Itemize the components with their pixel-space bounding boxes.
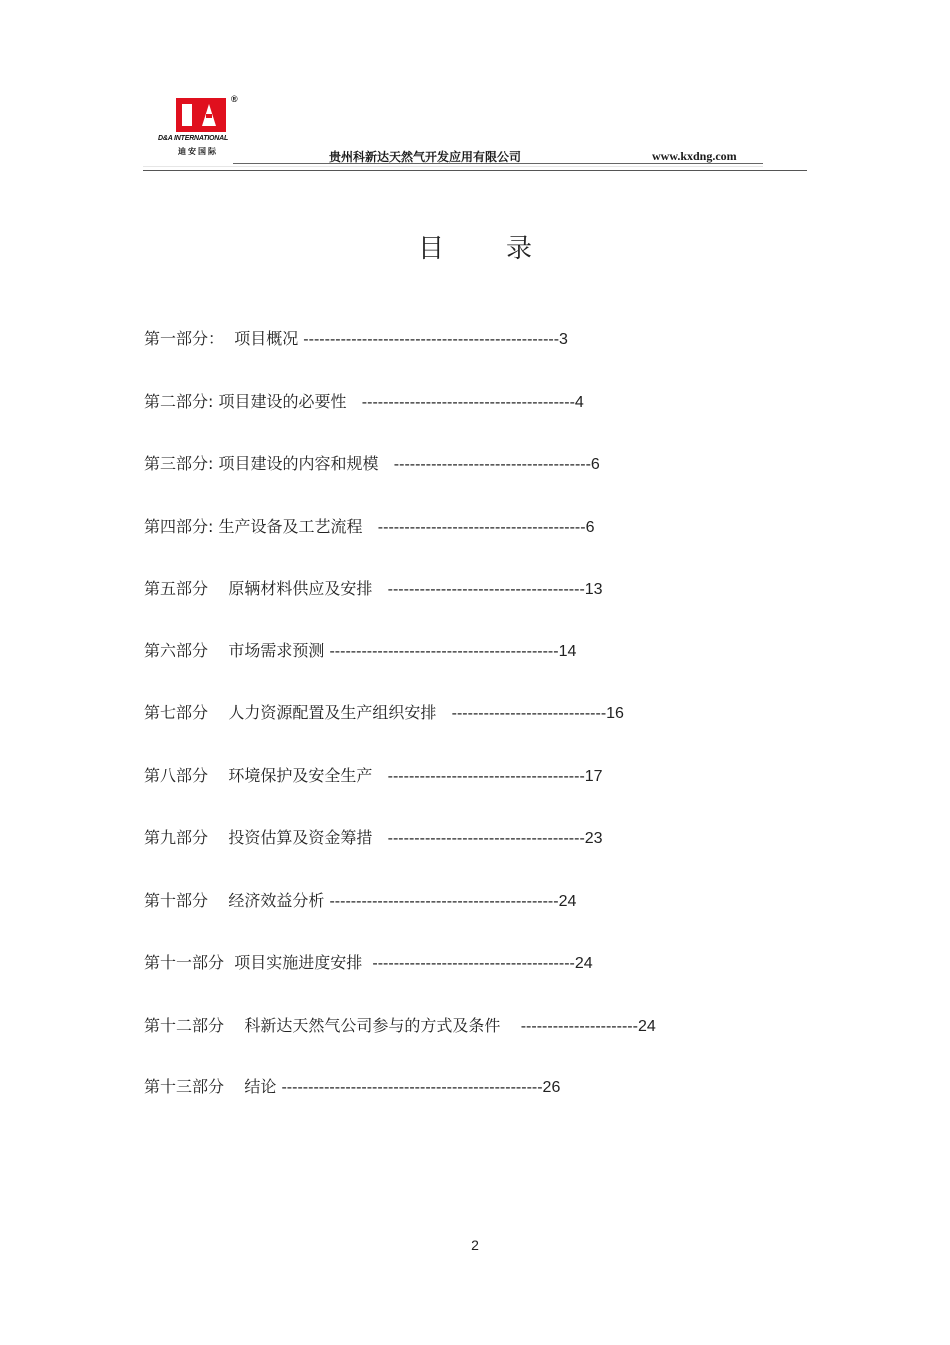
toc-leader-page: -------------------------------------------14: [329, 643, 577, 660]
toc-entry-title: 环境保护及安全生产: [228, 766, 373, 785]
toc-part-label: 第六部分: [144, 641, 209, 660]
toc-leader-page: -------------------------------------------------26: [281, 1079, 561, 1096]
toc-part-label: 第十三部分: [144, 1077, 225, 1096]
toc-leader-page: -------------------------------------13: [387, 581, 603, 598]
toc-part-label: 第九部分: [144, 828, 209, 847]
toc-entry-title: 项目实施进度安排: [234, 953, 363, 972]
toc-leader-page: ---------------------------------------6: [377, 519, 595, 536]
toc-part-label: 第八部分: [144, 766, 209, 785]
toc-entry-10[interactable]: [144, 891, 576, 912]
toc-leader-page: --------------------------------------24: [372, 955, 593, 972]
toc-title: [0, 228, 950, 265]
logo-english-name: D&A INTERNATIONAL: [158, 135, 229, 142]
toc-entry-title: 项目概况: [234, 329, 299, 348]
logo-chinese-name: 迪安国际: [178, 147, 218, 156]
toc-entry-13[interactable]: [144, 1077, 560, 1098]
toc-entry-title: 项目建设的必要性: [218, 392, 347, 411]
svg-text:®: ®: [231, 94, 238, 104]
toc-part-label: 第二部分:: [144, 392, 214, 411]
toc-leader-page: -------------------------------------6: [393, 456, 600, 473]
toc-entry-5[interactable]: [144, 579, 603, 600]
toc-part-label: 第一部分：: [144, 329, 225, 348]
toc-leader-page: ----------------------------------------4: [361, 394, 584, 411]
toc-part-label: 第十一部分: [144, 953, 225, 972]
toc-title-char-2: 录: [506, 234, 533, 264]
toc-entry-title: 市场需求预测: [228, 641, 325, 660]
toc-entry-title: 科新达天然气公司参与的方式及条件: [244, 1016, 501, 1035]
toc-part-label: 第七部分: [144, 703, 209, 722]
toc-title-char-1: 目: [417, 234, 444, 264]
toc-entry-4[interactable]: [144, 517, 594, 538]
toc-entry-title: 经济效益分析: [228, 891, 325, 910]
page-header: [143, 88, 763, 167]
toc-part-label: 第十部分: [144, 891, 209, 910]
toc-entry-title: 生产设备及工艺流程: [218, 517, 363, 536]
toc-entry-11[interactable]: [144, 953, 593, 974]
toc-entry-12[interactable]: [144, 1016, 656, 1037]
toc-leader-page: -----------------------------16: [451, 705, 624, 722]
company-name: 贵州科新达天然气开发应用有限公司: [329, 150, 522, 164]
toc-entry-title: 投资估算及资金筹措: [228, 828, 373, 847]
da-logo-mark-icon: [158, 90, 250, 136]
toc-leader-page: -------------------------------------17: [387, 768, 603, 785]
website-link[interactable]: www.kxdng.com: [652, 149, 737, 163]
toc-entry-3[interactable]: [144, 454, 600, 475]
toc-part-label: 第三部分:: [144, 454, 214, 473]
toc-entry-1[interactable]: [144, 329, 568, 350]
toc-leader-page: ------------------------------------------------3: [303, 331, 568, 348]
toc-entry-title: 结论: [244, 1077, 277, 1096]
header-divider: [143, 170, 807, 171]
toc-entry-title: 原辆材料供应及安排: [228, 579, 373, 598]
toc-leader-page: ----------------------24: [520, 1018, 656, 1035]
toc-leader-page: -------------------------------------------24: [329, 893, 577, 910]
toc-part-label: 第五部分: [144, 579, 209, 598]
toc-entry-title: 人力资源配置及生产组织安排: [228, 703, 437, 722]
toc-entry-9[interactable]: [144, 828, 603, 849]
toc-entry-7[interactable]: [144, 703, 624, 724]
toc-part-label: 第十二部分: [144, 1016, 225, 1035]
toc-entry-2[interactable]: [144, 392, 584, 413]
toc-entry-title: 项目建设的内容和规模: [218, 454, 379, 473]
toc-part-label: 第四部分:: [144, 517, 214, 536]
toc-leader-page: -------------------------------------23: [387, 830, 603, 847]
toc-entry-6[interactable]: [144, 641, 576, 662]
header-underline: [233, 163, 763, 164]
toc-entry-8[interactable]: [144, 766, 603, 787]
page-number: 2: [471, 1237, 479, 1253]
da-international-logo: [158, 90, 250, 160]
